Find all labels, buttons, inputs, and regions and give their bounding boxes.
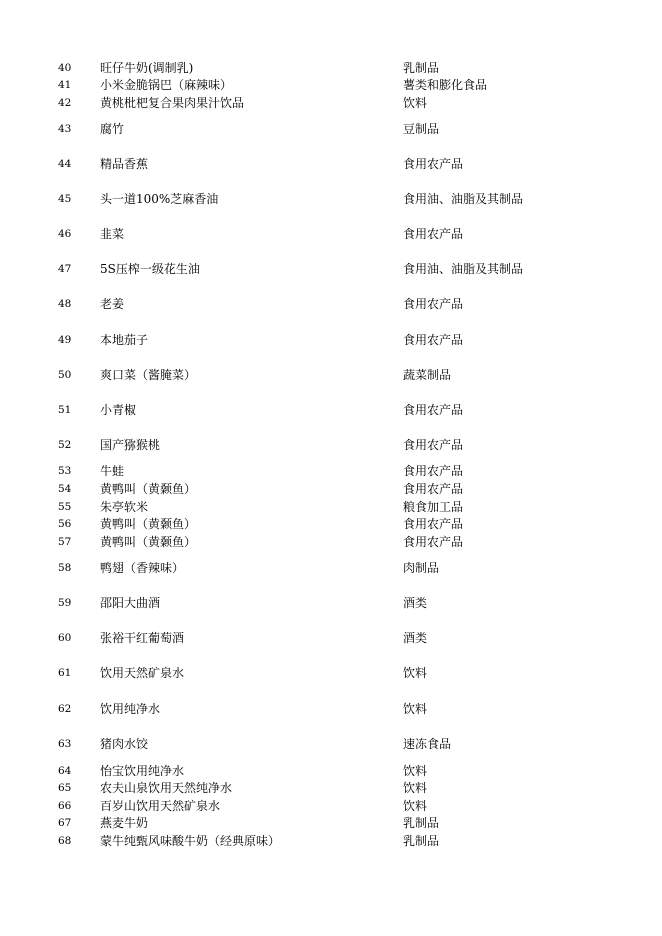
row-number: 51 — [58, 404, 72, 416]
product-category: 乳制品 — [403, 834, 440, 848]
product-name: 农夫山泉饮用天然纯净水 — [100, 781, 233, 795]
table-row — [0, 780, 662, 796]
table-row — [0, 402, 662, 418]
product-category: 食用农产品 — [403, 535, 464, 549]
product-name: 韭菜 — [100, 227, 125, 241]
product-category: 食用农产品 — [403, 333, 464, 347]
row-number: 65 — [58, 782, 72, 794]
product-category: 饮料 — [403, 764, 428, 778]
table-row — [0, 121, 662, 137]
table-row — [0, 560, 662, 576]
product-category: 食用农产品 — [403, 157, 464, 171]
product-category: 食用油、油脂及其制品 — [403, 262, 524, 276]
row-number: 56 — [58, 518, 72, 530]
product-category: 酒类 — [403, 631, 428, 645]
table-row — [0, 191, 662, 207]
row-number: 42 — [58, 97, 72, 109]
table-row — [0, 499, 662, 515]
table-row — [0, 516, 662, 532]
table-row — [0, 833, 662, 849]
row-number: 50 — [58, 369, 72, 381]
table-row — [0, 665, 662, 681]
product-name: 黄鸭叫（黄颡鱼） — [100, 535, 197, 549]
product-name: 头一道100%芝麻香油 — [100, 192, 219, 206]
product-category: 食用农产品 — [403, 403, 464, 417]
table-row — [0, 95, 662, 111]
row-number: 64 — [58, 765, 72, 777]
row-number: 54 — [58, 483, 72, 495]
row-number: 49 — [58, 334, 72, 346]
product-name: 黄鸭叫（黄颡鱼） — [100, 482, 197, 496]
table-row — [0, 296, 662, 312]
row-number: 58 — [58, 562, 72, 574]
product-name: 小青椒 — [100, 403, 137, 417]
product-category: 饮料 — [403, 666, 428, 680]
product-name: 小米金脆锅巴（麻辣味） — [100, 78, 233, 92]
table-row — [0, 60, 662, 76]
table-row — [0, 367, 662, 383]
product-name: 朱亭软米 — [100, 500, 149, 514]
product-name: 老姜 — [100, 297, 125, 311]
row-number: 59 — [58, 597, 72, 609]
row-number: 44 — [58, 158, 72, 170]
product-category: 食用农产品 — [403, 482, 464, 496]
table-row — [0, 534, 662, 550]
row-number: 45 — [58, 193, 72, 205]
table-row — [0, 815, 662, 831]
product-name: 本地茄子 — [100, 333, 149, 347]
product-name: 5S压榨一级花生油 — [100, 262, 200, 276]
product-category: 粮食加工品 — [403, 500, 464, 514]
table-row — [0, 763, 662, 779]
row-number: 55 — [58, 501, 72, 513]
row-number: 61 — [58, 667, 72, 679]
row-number: 63 — [58, 738, 72, 750]
product-name: 猪肉水饺 — [100, 737, 149, 751]
product-name: 百岁山饮用天然矿泉水 — [100, 799, 221, 813]
product-category: 食用农产品 — [403, 464, 464, 478]
table-row — [0, 481, 662, 497]
product-category: 豆制品 — [403, 122, 440, 136]
table-row — [0, 701, 662, 717]
product-name: 黄桃枇杷复合果肉果汁饮品 — [100, 96, 245, 110]
product-category: 饮料 — [403, 781, 428, 795]
product-category: 肉制品 — [403, 561, 440, 575]
product-category: 酒类 — [403, 596, 428, 610]
table-row — [0, 798, 662, 814]
product-name: 饮用纯净水 — [100, 702, 161, 716]
table-row — [0, 630, 662, 646]
product-category: 食用油、油脂及其制品 — [403, 192, 524, 206]
product-name: 腐竹 — [100, 122, 125, 136]
table-row — [0, 226, 662, 242]
row-number: 53 — [58, 465, 72, 477]
row-number: 62 — [58, 703, 72, 715]
table-row — [0, 156, 662, 172]
row-number: 60 — [58, 632, 72, 644]
row-number: 67 — [58, 817, 72, 829]
product-name: 怡宝饮用纯净水 — [100, 764, 185, 778]
table-row — [0, 437, 662, 453]
product-category: 乳制品 — [403, 816, 440, 830]
row-number: 46 — [58, 228, 72, 240]
product-category: 食用农产品 — [403, 517, 464, 531]
product-name: 精品香蕉 — [100, 157, 149, 171]
product-category: 饮料 — [403, 702, 428, 716]
row-number: 47 — [58, 263, 72, 275]
product-name: 牛蛙 — [100, 464, 125, 478]
product-name: 燕麦牛奶 — [100, 816, 149, 830]
product-category: 乳制品 — [403, 61, 440, 75]
table-row — [0, 463, 662, 479]
table-row — [0, 595, 662, 611]
product-name: 国产猕猴桃 — [100, 438, 161, 452]
row-number: 68 — [58, 835, 72, 847]
product-category: 薯类和膨化食品 — [403, 78, 488, 92]
product-name: 黄鸭叫（黄颡鱼） — [100, 517, 197, 531]
row-number: 48 — [58, 298, 72, 310]
table-row — [0, 77, 662, 93]
row-number: 43 — [58, 123, 72, 135]
product-category: 饮料 — [403, 799, 428, 813]
row-number: 41 — [58, 79, 72, 91]
product-category: 速冻食品 — [403, 737, 452, 751]
table-row — [0, 332, 662, 348]
product-name: 饮用天然矿泉水 — [100, 666, 185, 680]
product-category: 食用农产品 — [403, 227, 464, 241]
product-name: 旺仔牛奶(调制乳) — [100, 61, 194, 75]
product-name: 爽口菜（酱腌菜） — [100, 368, 197, 382]
product-name: 鸭翅（香辣味） — [100, 561, 185, 575]
row-number: 40 — [58, 62, 72, 74]
product-name: 邵阳大曲酒 — [100, 596, 161, 610]
product-category: 饮料 — [403, 96, 428, 110]
product-name: 蒙牛纯甄风味酸牛奶（经典原味） — [100, 834, 281, 848]
product-category: 蔬菜制品 — [403, 368, 452, 382]
product-name: 张裕干红葡萄酒 — [100, 631, 185, 645]
row-number: 57 — [58, 536, 72, 548]
product-category: 食用农产品 — [403, 297, 464, 311]
row-number: 52 — [58, 439, 72, 451]
table-row — [0, 261, 662, 277]
row-number: 66 — [58, 800, 72, 812]
table-row — [0, 736, 662, 752]
product-category: 食用农产品 — [403, 438, 464, 452]
